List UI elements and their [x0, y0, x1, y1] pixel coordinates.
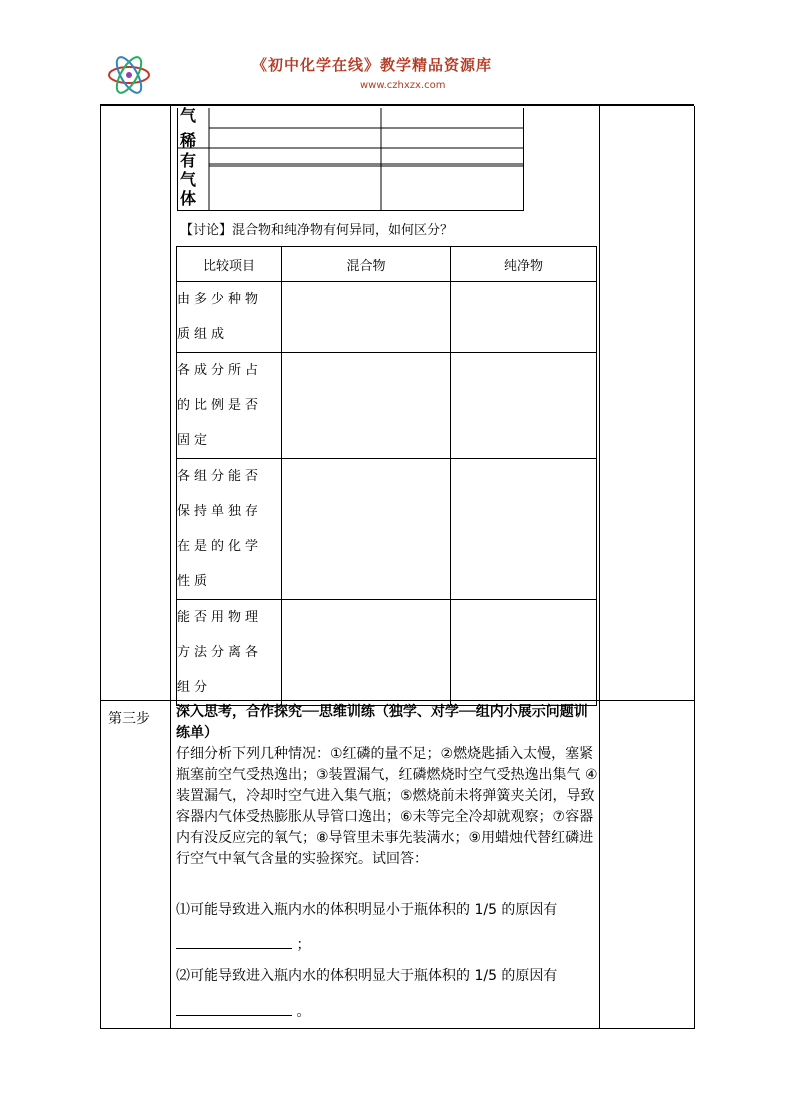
question-1-answer: ； [176, 934, 598, 956]
step3-content [176, 702, 598, 870]
row-label: 各组分能否 保持单独存 在是的化学 性质 [177, 459, 282, 600]
table-row [177, 353, 597, 459]
question-2-answer: 。 [176, 1001, 598, 1023]
step-label: 第三步 [108, 711, 150, 727]
banner-title: 《初中化学在线》教学精品资源库 [252, 56, 493, 74]
table-header-row [177, 247, 597, 282]
row-label: 各成分所占 的比例是否 固定 [177, 353, 282, 459]
row-label: 能否用物理 方法分离各 组分 [177, 600, 282, 706]
column-divider-right [599, 106, 600, 1028]
atom-logo-icon [106, 52, 152, 98]
banner-url: www.czhxzx.com [360, 80, 446, 91]
table-row [177, 600, 597, 706]
answer-cell[interactable] [451, 282, 597, 353]
answer-cell[interactable] [282, 459, 451, 600]
step3-paragraph: 仔细分析下列几种情况：①红磷的量不足；②燃烧匙插入太慢，塞紧瓶塞前空气受热逸出；③装置漏气，红磷燃烧时空气受热逸出集气 ④装置漏气，冷却时空气进入集气瓶；⑤燃烧前未将弹簧夹关闭，导致容器内气体受热膨胀从导管口逸出；⑥未等完全冷却就观察；⑦容器内有没反应完的氧气；⑧导管里未事先装满水；⑨用蜡烛代替红磷进行空气中氧气含量的实验探究。试回答： [176, 746, 598, 867]
answer-blank-1[interactable] [176, 934, 292, 949]
header-item: 比较项目 [177, 247, 282, 282]
discussion-prompt: 【讨论】混合物和纯净物有何异同，如何区分？ [180, 223, 454, 238]
header-banner [100, 48, 690, 104]
answer-cell[interactable] [282, 282, 451, 353]
answer-cell[interactable] [282, 600, 451, 706]
column-divider-left [170, 106, 171, 1028]
answer-cell[interactable] [451, 600, 597, 706]
answer-cell[interactable] [282, 353, 451, 459]
step3-heading: 深入思考，合作探究──思维训练（独学、对学──组内小展示问题训练单） [176, 704, 588, 741]
header-pure: 纯净物 [451, 247, 597, 282]
table-row [177, 459, 597, 600]
gas-table [177, 108, 524, 211]
table-row [177, 282, 597, 353]
row-label: 由多少种物 质组成 [177, 282, 282, 353]
gas-char-1: 气 [180, 106, 197, 125]
gas-char-5: 体 [180, 189, 197, 208]
answer-cell[interactable] [451, 459, 597, 600]
header-mixture: 混合物 [282, 247, 451, 282]
question-1: ⑴可能导致进入瓶内水的体积明显小于瓶体积的 1/5 的原因有 [176, 902, 558, 918]
gas-char-3: 有 [180, 151, 197, 170]
comparison-table [176, 246, 597, 706]
answer-blank-2[interactable] [176, 1001, 292, 1016]
gas-char-2: 稀 [180, 131, 197, 150]
gas-char-4: 气 [180, 170, 197, 189]
question-2: ⑵可能导致进入瓶内水的体积明显大于瓶体积的 1/5 的原因有 [176, 968, 558, 984]
answer-cell[interactable] [451, 353, 597, 459]
